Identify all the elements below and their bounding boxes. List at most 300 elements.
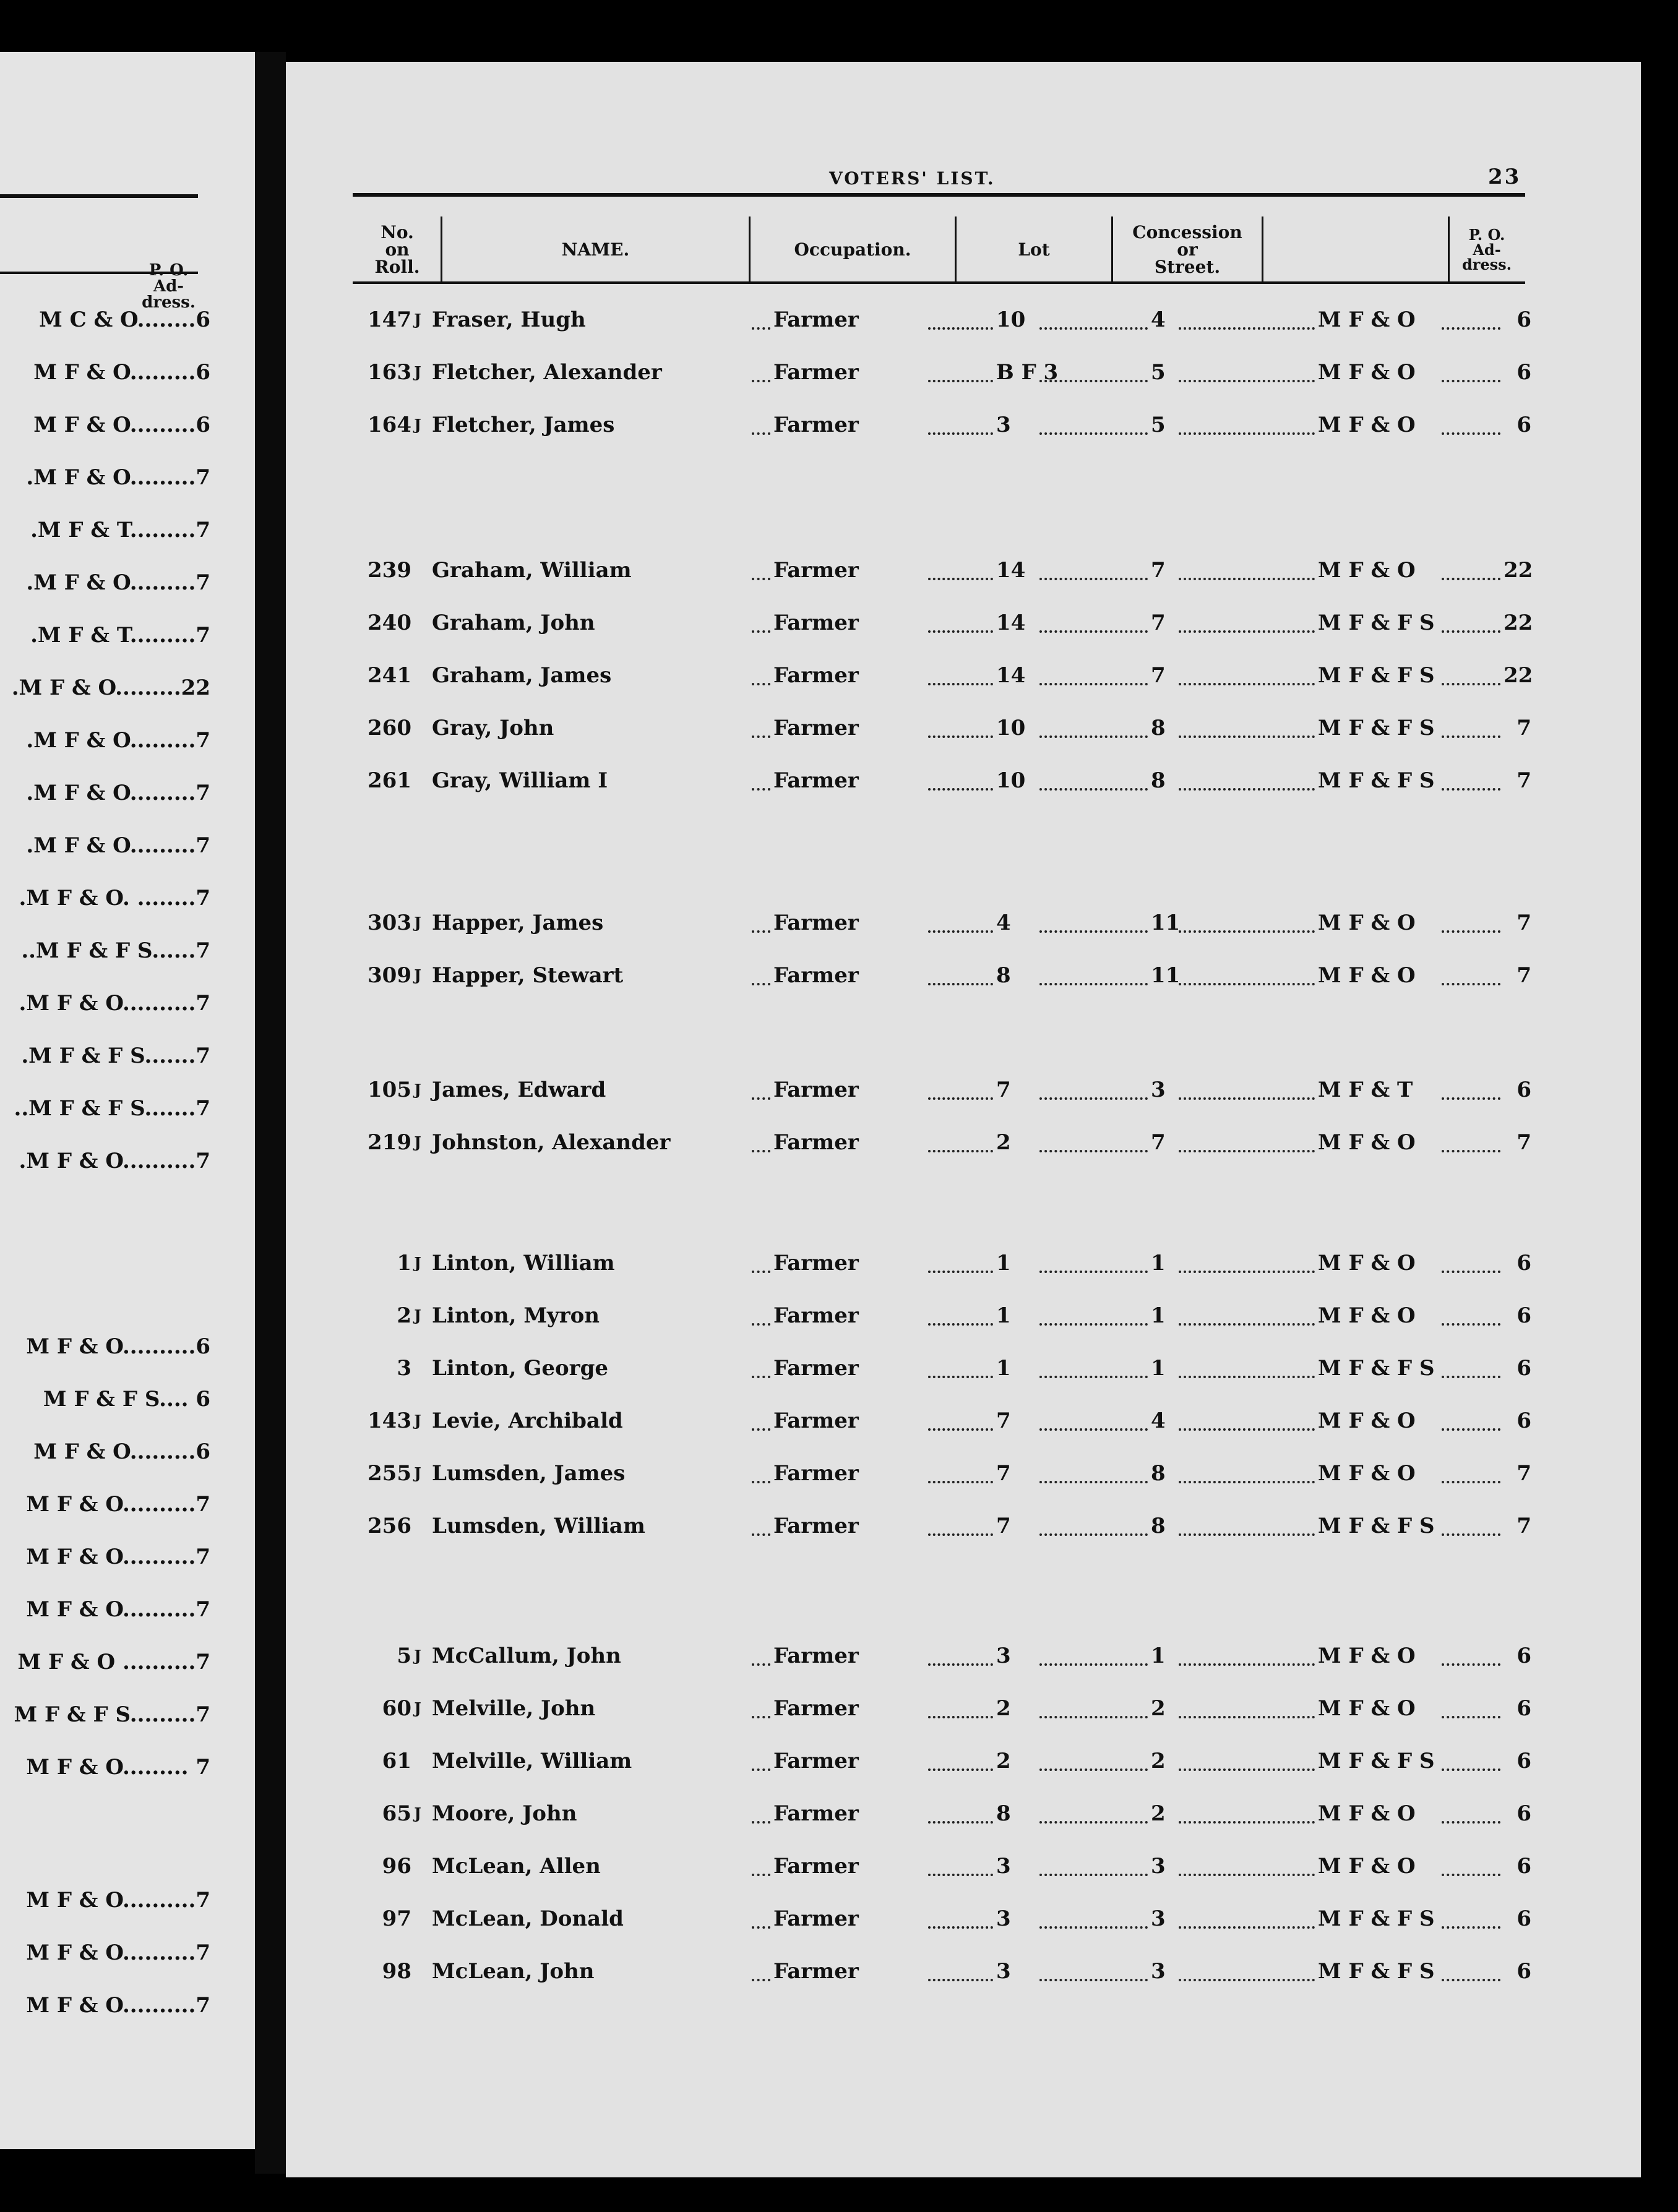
roll-number: 60 — [382, 1696, 411, 1721]
juror-mark: J — [414, 1133, 421, 1151]
post-office: M F & F S — [1318, 1959, 1435, 1984]
po-address-number: 6 — [1517, 1854, 1531, 1879]
dot-leader — [1179, 1428, 1315, 1431]
post-office: M F & O — [1318, 413, 1416, 437]
voter-row — [0, 359, 1678, 386]
dot-leader — [1179, 1150, 1315, 1152]
facing-entry: M F & F S.........7 — [14, 1702, 210, 1727]
facing-entry: .M F & O.........22 — [11, 675, 210, 700]
facing-entry: .M F & O.........7 — [26, 465, 210, 490]
voter-row — [0, 1407, 1678, 1434]
dot-leader — [928, 1716, 993, 1718]
concession: 8 — [1151, 1461, 1166, 1486]
dot-leader — [1039, 1428, 1148, 1431]
facing-entry: .M F & O.........7 — [26, 833, 210, 858]
po-address-number: 7 — [1517, 963, 1531, 988]
voter-name: Moore, John — [432, 1801, 577, 1826]
post-office: M F & O — [1318, 911, 1416, 935]
lot-number: 3 — [996, 1906, 1011, 1931]
dot-leader — [1442, 1768, 1500, 1771]
dot-leader — [1039, 1097, 1148, 1100]
juror-mark: J — [414, 966, 421, 984]
voter-name: Graham, James — [432, 663, 612, 688]
lot-number: 3 — [996, 1959, 1011, 1984]
dot-leader — [752, 1663, 770, 1666]
lot-number: 10 — [996, 307, 1026, 332]
dot-leader — [1179, 327, 1315, 330]
dot-leader — [752, 1979, 770, 1981]
dot-leader — [928, 1323, 993, 1326]
po-address-number: 7 — [1517, 1461, 1531, 1486]
dot-leader — [928, 1533, 993, 1536]
roll-number: 5 — [397, 1644, 411, 1668]
voter-name: Linton, Myron — [432, 1303, 600, 1328]
post-office: M F & F S — [1318, 1514, 1435, 1538]
dot-leader — [752, 1768, 770, 1771]
concession: 7 — [1151, 1130, 1166, 1155]
lot-number: 14 — [996, 558, 1026, 583]
running-title: VOTERS' LIST. — [829, 168, 996, 189]
voter-name: Happer, Stewart — [432, 963, 624, 988]
dot-leader — [752, 432, 770, 435]
occupation: Farmer — [773, 963, 859, 988]
voter-name: Linton, William — [432, 1251, 615, 1275]
voter-name: McLean, John — [432, 1959, 595, 1984]
dot-leader — [1039, 1271, 1148, 1273]
post-office: M F & F S — [1318, 1749, 1435, 1773]
dot-leader — [1179, 1716, 1315, 1718]
dot-leader — [752, 983, 770, 985]
lot-number: 4 — [996, 911, 1011, 935]
concession: 3 — [1151, 1854, 1166, 1879]
post-office: M F & O — [1318, 1854, 1416, 1879]
lot-number: 7 — [996, 1408, 1011, 1433]
po-address-number: 6 — [1517, 1749, 1531, 1773]
concession: 7 — [1151, 558, 1166, 583]
dot-leader — [752, 578, 770, 580]
juror-mark: J — [414, 416, 421, 434]
dot-leader — [928, 1428, 993, 1431]
facing-entry: .M F & F S.......7 — [21, 1044, 210, 1068]
po-address-number: 6 — [1517, 413, 1531, 437]
occupation: Farmer — [773, 1078, 859, 1102]
juror-mark: J — [414, 363, 421, 381]
po-address-number: 7 — [1517, 911, 1531, 935]
voter-row — [0, 1642, 1678, 1670]
lot-number: 7 — [996, 1078, 1011, 1102]
post-office: M F & F S — [1318, 1356, 1435, 1381]
dot-leader — [1179, 432, 1315, 435]
facing-entry: M C & O........6 — [39, 307, 210, 332]
concession: 2 — [1151, 1749, 1166, 1773]
roll-number: 164 — [368, 413, 411, 437]
roll-number: 105 — [368, 1078, 411, 1102]
roll-number: 1 — [397, 1251, 411, 1275]
concession: 8 — [1151, 768, 1166, 793]
dot-leader — [928, 683, 993, 685]
post-office: M F & O — [1318, 558, 1416, 583]
po-address-number: 6 — [1517, 1303, 1531, 1328]
po-address-number: 6 — [1517, 1251, 1531, 1275]
concession: 1 — [1151, 1644, 1166, 1668]
juror-mark: J — [414, 914, 421, 932]
dot-leader — [1179, 1874, 1315, 1876]
dot-leader — [1179, 1271, 1315, 1273]
facing-entry: ..M F & F S......7 — [21, 938, 210, 963]
roll-number: 96 — [382, 1854, 411, 1879]
header-rule-top — [353, 193, 1525, 197]
dot-leader — [1442, 1926, 1500, 1929]
facing-entry: .M F & O. ........7 — [19, 886, 210, 911]
column-header-occupation: Occupation. — [794, 239, 911, 260]
dot-leader — [752, 1428, 770, 1431]
facing-entry: M F & O......... 7 — [26, 1755, 210, 1780]
facing-entry: .M F & O..........7 — [19, 1149, 210, 1173]
lot-number: 2 — [996, 1696, 1011, 1721]
po-address-number: 6 — [1517, 1356, 1531, 1381]
dot-leader — [752, 1481, 770, 1483]
dot-leader — [1442, 1979, 1500, 1981]
dot-leader — [928, 1768, 993, 1771]
voter-name: McLean, Donald — [432, 1906, 624, 1931]
concession: 11 — [1151, 911, 1181, 935]
voter-row — [0, 306, 1678, 333]
roll-number: 256 — [368, 1514, 411, 1538]
juror-mark: J — [414, 1699, 421, 1717]
facing-entry: M F & O.........6 — [33, 1439, 210, 1464]
po-address-number: 22 — [1504, 558, 1533, 583]
voter-name: Melville, John — [432, 1696, 596, 1721]
dot-leader — [1179, 1097, 1315, 1100]
column-header-name: NAME. — [561, 239, 630, 260]
dot-leader — [1442, 1533, 1500, 1536]
dot-leader — [928, 578, 993, 580]
voter-row — [0, 1800, 1678, 1827]
post-office: M F & F S — [1318, 611, 1435, 635]
roll-number: 65 — [382, 1801, 411, 1826]
concession: 5 — [1151, 360, 1166, 385]
roll-number: 97 — [382, 1906, 411, 1931]
juror-mark: J — [414, 311, 421, 328]
dot-leader — [752, 683, 770, 685]
occupation: Farmer — [773, 1644, 859, 1668]
occupation: Farmer — [773, 1130, 859, 1155]
po-address-number: 6 — [1517, 1959, 1531, 1984]
post-office: M F & O — [1318, 360, 1416, 385]
dot-leader — [928, 1481, 993, 1483]
facing-entry: M F & O..........7 — [26, 1888, 210, 1913]
column-header-concession: Concession or Street. — [1132, 222, 1242, 277]
roll-number: 163 — [368, 360, 411, 385]
voter-row — [0, 1460, 1678, 1487]
lot-number: 7 — [996, 1461, 1011, 1486]
dot-leader — [752, 1926, 770, 1929]
dot-leader — [752, 1271, 770, 1273]
roll-number: 261 — [368, 768, 411, 793]
juror-mark: J — [414, 1804, 421, 1822]
dot-leader — [928, 630, 993, 633]
post-office: M F & F S — [1318, 663, 1435, 688]
post-office: M F & O — [1318, 1461, 1416, 1486]
lot-number: 3 — [996, 1854, 1011, 1879]
dot-leader — [752, 1716, 770, 1718]
dot-leader — [1179, 788, 1315, 791]
lot-number: 1 — [996, 1251, 1011, 1275]
dot-leader — [1442, 1481, 1500, 1483]
voter-row — [0, 609, 1678, 637]
juror-mark: J — [414, 1464, 421, 1482]
dot-leader — [1039, 683, 1148, 685]
dot-leader — [1179, 630, 1315, 633]
dot-leader — [1179, 1926, 1315, 1929]
facing-entry: M F & O..........7 — [26, 1993, 210, 2018]
dot-leader — [1442, 1097, 1500, 1100]
roll-number: 241 — [368, 663, 411, 688]
dot-leader — [1442, 983, 1500, 985]
post-office: M F & F S — [1318, 1906, 1435, 1931]
dot-leader — [1179, 380, 1315, 382]
dot-leader — [752, 735, 770, 738]
voter-name: Melville, William — [432, 1749, 632, 1773]
lot-number: 10 — [996, 716, 1026, 740]
lot-number: B F 3 — [996, 360, 1059, 385]
dot-leader — [1179, 1768, 1315, 1771]
occupation: Farmer — [773, 1696, 859, 1721]
voter-name: Linton, George — [432, 1356, 608, 1381]
occupation: Farmer — [773, 611, 859, 635]
dot-leader — [752, 1097, 770, 1100]
facing-entry: M F & O..........7 — [26, 1597, 210, 1622]
concession: 4 — [1151, 1408, 1166, 1433]
facing-entry: .M F & O..........7 — [19, 991, 210, 1016]
voter-row — [0, 1512, 1678, 1540]
dot-leader — [752, 1821, 770, 1824]
po-address-number: 7 — [1517, 768, 1531, 793]
voter-name: Fraser, Hugh — [432, 307, 586, 332]
dot-leader — [1442, 1716, 1500, 1718]
voter-row — [0, 1905, 1678, 1932]
concession: 3 — [1151, 1959, 1166, 1984]
dot-leader — [1039, 1376, 1148, 1378]
dot-leader — [1442, 930, 1500, 933]
voter-row — [0, 1076, 1678, 1104]
dot-leader — [928, 1150, 993, 1152]
dot-leader — [1039, 1926, 1148, 1929]
po-address-number: 6 — [1517, 1644, 1531, 1668]
dot-leader — [928, 1663, 993, 1666]
dot-leader — [1039, 1663, 1148, 1666]
column-header-no-on-roll: No. on Roll. — [374, 222, 420, 277]
voter-name: Graham, John — [432, 611, 595, 635]
voter-name: Gray, John — [432, 716, 554, 740]
voter-row — [0, 1302, 1678, 1329]
dot-leader — [1039, 1768, 1148, 1771]
occupation: Farmer — [773, 1251, 859, 1275]
lot-number: 8 — [996, 1801, 1011, 1826]
roll-number: 219 — [368, 1130, 411, 1155]
dot-leader — [1179, 1481, 1315, 1483]
occupation: Farmer — [773, 307, 859, 332]
post-office: M F & O — [1318, 307, 1416, 332]
voter-name: Johnston, Alexander — [432, 1130, 671, 1155]
dot-leader — [752, 1150, 770, 1152]
voter-row — [0, 411, 1678, 439]
dot-leader — [1442, 1271, 1500, 1273]
dot-leader — [1442, 1428, 1500, 1431]
dot-leader — [1039, 1533, 1148, 1536]
occupation: Farmer — [773, 1749, 859, 1773]
dot-leader — [752, 788, 770, 791]
facing-entry: M F & O..........7 — [26, 1492, 210, 1517]
dot-leader — [1039, 380, 1148, 382]
roll-number: 239 — [368, 558, 411, 583]
po-address-number: 7 — [1517, 716, 1531, 740]
dot-leader — [1442, 788, 1500, 791]
facing-entry: .M F & O.........7 — [26, 570, 210, 595]
voter-row — [0, 1250, 1678, 1277]
occupation: Farmer — [773, 911, 859, 935]
dot-leader — [928, 735, 993, 738]
dot-leader — [752, 1874, 770, 1876]
post-office: M F & O — [1318, 1408, 1416, 1433]
lot-number: 3 — [996, 1644, 1011, 1668]
roll-number: 309 — [368, 963, 411, 988]
dot-leader — [1442, 578, 1500, 580]
roll-number: 61 — [382, 1749, 411, 1773]
dot-leader — [1442, 1323, 1500, 1326]
voter-name: McLean, Allen — [432, 1854, 601, 1879]
facing-entry: M F & O..........6 — [26, 1334, 210, 1359]
dot-leader — [1179, 930, 1315, 933]
occupation: Farmer — [773, 1408, 859, 1433]
concession: 11 — [1151, 963, 1181, 988]
dot-leader — [928, 1376, 993, 1378]
post-office: M F & O — [1318, 963, 1416, 988]
post-office: M F & O — [1318, 1696, 1416, 1721]
dot-leader — [1179, 683, 1315, 685]
po-address-number: 22 — [1504, 663, 1533, 688]
dot-leader — [1179, 1323, 1315, 1326]
facing-entry: .M F & O.........7 — [26, 728, 210, 753]
juror-mark: J — [414, 1081, 421, 1099]
po-address-number: 6 — [1517, 1906, 1531, 1931]
dot-leader — [1039, 1821, 1148, 1824]
occupation: Farmer — [773, 1356, 859, 1381]
post-office: M F & O — [1318, 1303, 1416, 1328]
occupation: Farmer — [773, 663, 859, 688]
facing-entry: M F & O ..........7 — [17, 1650, 210, 1674]
concession: 1 — [1151, 1303, 1166, 1328]
concession: 1 — [1151, 1251, 1166, 1275]
post-office: M F & F S — [1318, 768, 1435, 793]
po-address-number: 6 — [1517, 360, 1531, 385]
voter-name: Graham, William — [432, 558, 632, 583]
concession: 3 — [1151, 1078, 1166, 1102]
voter-row — [0, 1695, 1678, 1722]
dot-leader — [752, 1323, 770, 1326]
dot-leader — [1039, 983, 1148, 985]
dot-leader — [752, 1376, 770, 1378]
voter-name: Levie, Archibald — [432, 1408, 623, 1433]
dot-leader — [928, 1271, 993, 1273]
occupation: Farmer — [773, 1514, 859, 1538]
dot-leader — [1039, 930, 1148, 933]
po-address-number: 6 — [1517, 1078, 1531, 1102]
dot-leader — [928, 930, 993, 933]
dot-leader — [1442, 630, 1500, 633]
voter-row — [0, 1747, 1678, 1775]
voter-row — [0, 557, 1678, 584]
po-address-number: 6 — [1517, 307, 1531, 332]
voter-name: Lumsden, William — [432, 1514, 645, 1538]
po-address-number: 6 — [1517, 1408, 1531, 1433]
facing-entry: M F & O..........7 — [26, 1940, 210, 1965]
page-number: 23 — [1488, 165, 1521, 189]
lot-number: 3 — [996, 413, 1011, 437]
po-address-number: 22 — [1504, 611, 1533, 635]
occupation: Farmer — [773, 413, 859, 437]
voter-name: Fletcher, James — [432, 413, 615, 437]
dot-leader — [752, 327, 770, 330]
facing-entry: .M F & T.........7 — [30, 623, 210, 648]
voter-row — [0, 909, 1678, 937]
dot-leader — [1442, 1821, 1500, 1824]
facing-entry: .M F & O.........7 — [26, 781, 210, 805]
dot-leader — [1442, 1376, 1500, 1378]
concession: 7 — [1151, 611, 1166, 635]
dot-leader — [928, 788, 993, 791]
juror-mark: J — [414, 1412, 421, 1430]
concession: 4 — [1151, 307, 1166, 332]
dot-leader — [1039, 1716, 1148, 1718]
roll-number: 3 — [397, 1356, 411, 1381]
facing-entry: ..M F & F S.......7 — [14, 1096, 210, 1121]
occupation: Farmer — [773, 1959, 859, 1984]
column-header-po-address: P. O. Ad- dress. — [1461, 226, 1512, 273]
facing-entry: M F & O.........6 — [33, 360, 210, 385]
voter-name: James, Edward — [432, 1078, 606, 1102]
occupation: Farmer — [773, 558, 859, 583]
dot-leader — [1179, 1533, 1315, 1536]
dot-leader — [752, 930, 770, 933]
facing-entry: M F & F S.... 6 — [43, 1387, 210, 1412]
occupation: Farmer — [773, 716, 859, 740]
dot-leader — [1039, 1150, 1148, 1152]
dot-leader — [928, 1979, 993, 1981]
dot-leader — [1039, 1323, 1148, 1326]
lot-number: 10 — [996, 768, 1026, 793]
dot-leader — [1179, 1821, 1315, 1824]
dot-leader — [1179, 1376, 1315, 1378]
concession: 8 — [1151, 716, 1166, 740]
occupation: Farmer — [773, 1854, 859, 1879]
column-divider — [1262, 216, 1263, 283]
dot-leader — [928, 1821, 993, 1824]
dot-leader — [752, 630, 770, 633]
voter-row — [0, 662, 1678, 689]
post-office: M F & O — [1318, 1251, 1416, 1275]
lot-number: 14 — [996, 611, 1026, 635]
dot-leader — [1442, 327, 1500, 330]
dot-leader — [1039, 630, 1148, 633]
voter-name: Lumsden, James — [432, 1461, 626, 1486]
roll-number: 303 — [368, 911, 411, 935]
dot-leader — [928, 1926, 993, 1929]
po-address-number: 6 — [1517, 1696, 1531, 1721]
lot-number: 2 — [996, 1749, 1011, 1773]
dot-leader — [1442, 1150, 1500, 1152]
concession: 7 — [1151, 663, 1166, 688]
